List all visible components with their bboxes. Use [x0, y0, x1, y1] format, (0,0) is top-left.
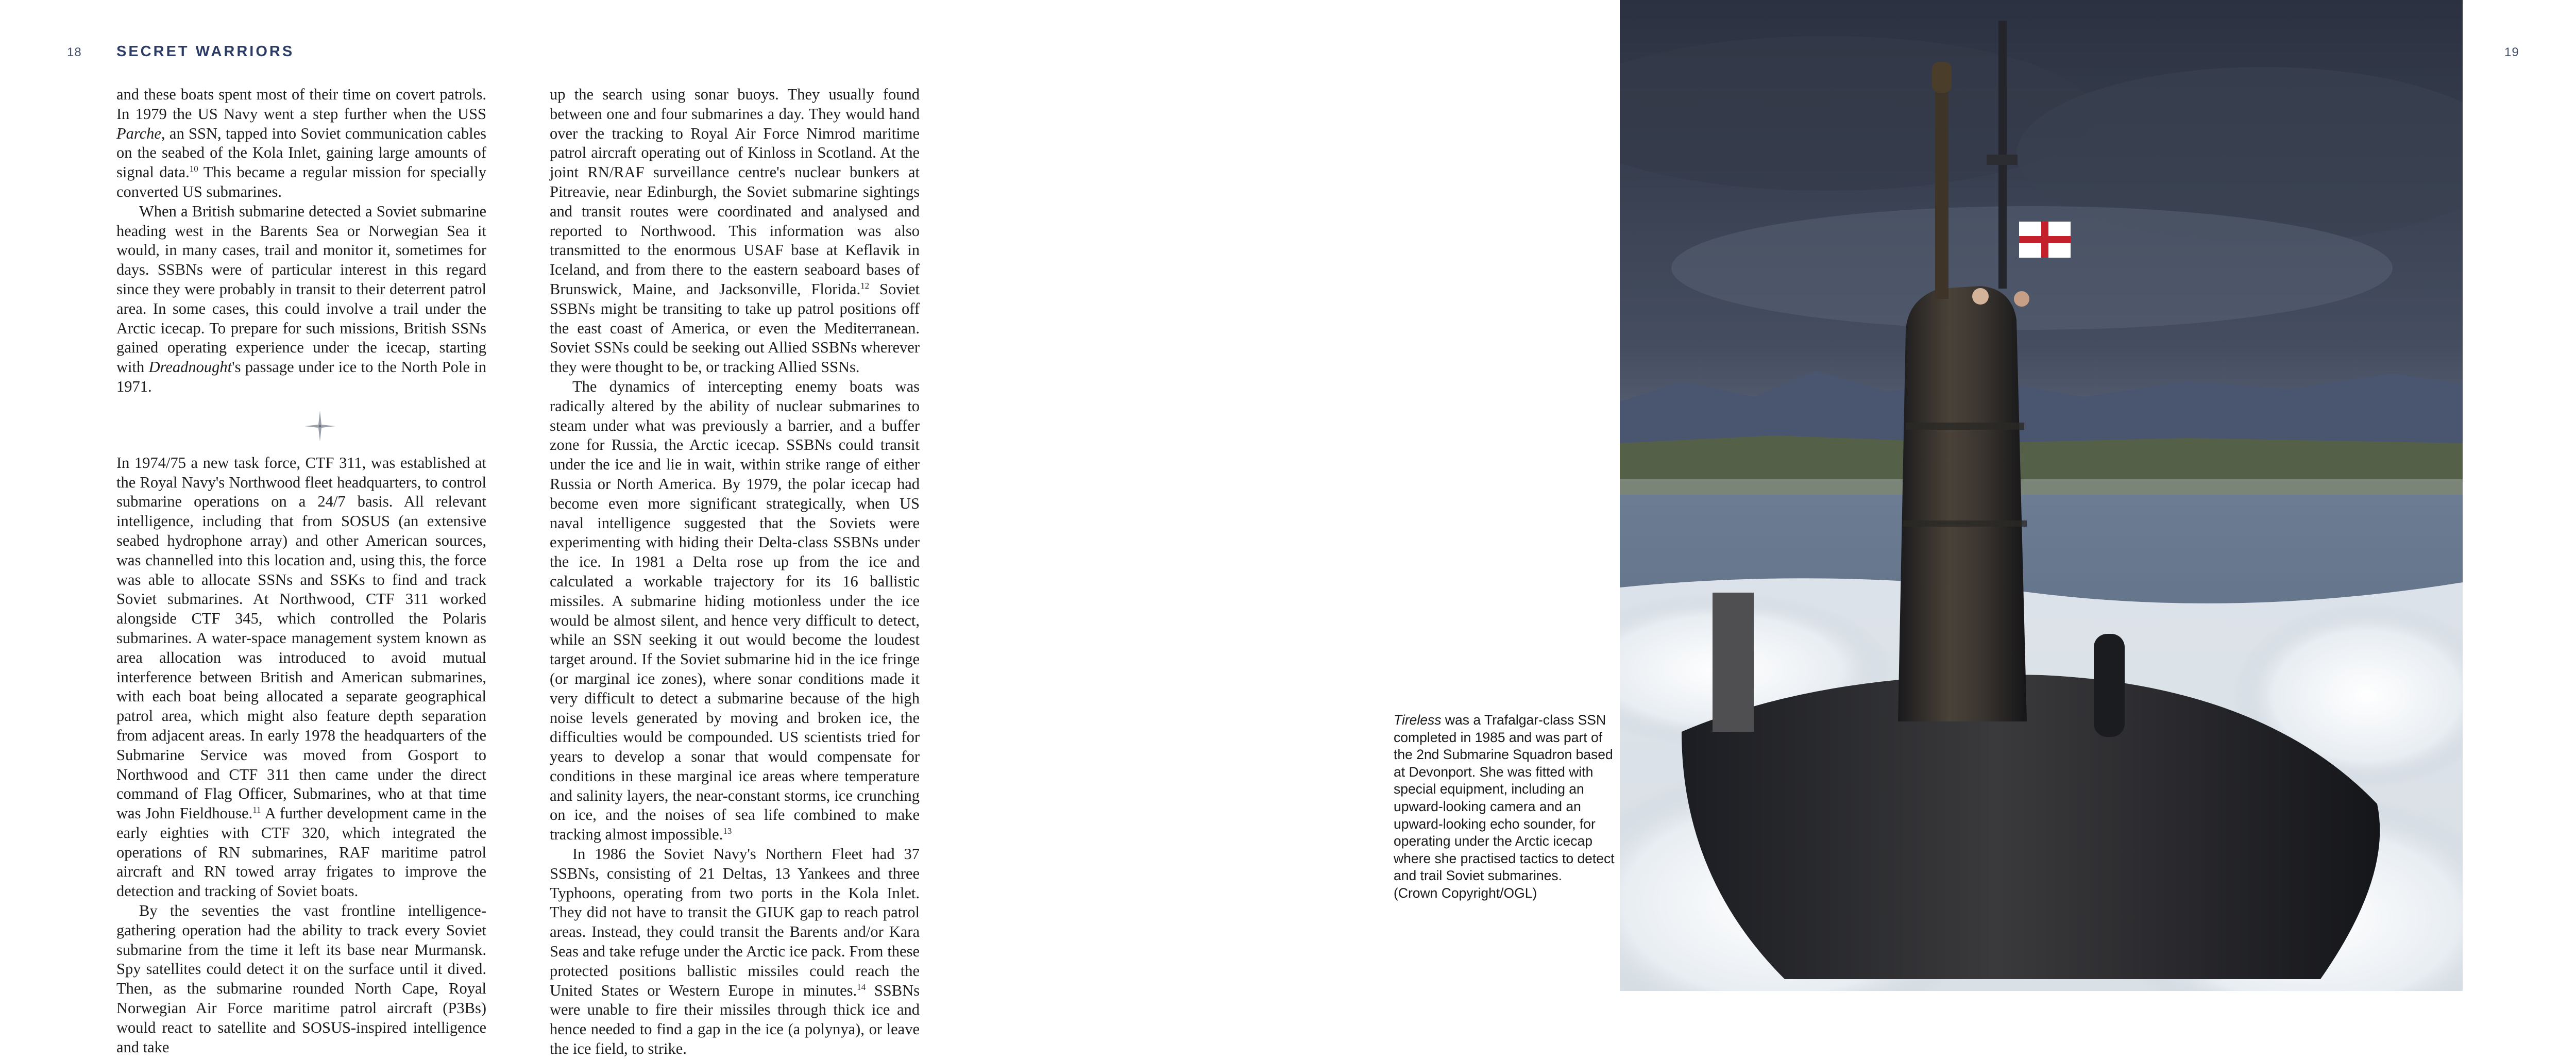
paragraph: The dynamics of intercepting enemy boats was radically altered by the ability of nuclear submarines to steam under what was previously a barrier, and a buffer zone for Russia, the Arctic icecap. SSBNs could transit under the ice and lie in wait, within strike range of either Russia or North America. By 1979, the polar icecap had become even more significant strategically, when US naval intelligence suggested that the Soviets were experimenting with hiding their Delta-class SSBNs under the ice. In 1981 a Delta rose up from the ice and calculated a workable trajectory for its 16 ballistic missiles. A submarine hiding motionless under the ice would be almost silent, and hence very difficult to detect, while an SSN seeking it out would become the loudest target around. If the Soviet submarine hid in the ice fringe (or marginal ice zones), where sonar conditions made it very difficult to detect a submarine because of the high noise levels generated by moving and broken ice, the difficulties would be compounded. US scientists tried for years to develop a sonar that would compensate for conditions in these marginal ice areas where temperature and salinity layers, the near-constant storms, ice crunching on ice, and the noises of sea life combined to make tracking almost impossible.$^{13}$ — [550, 377, 920, 844]
paragraph: In 1986 the Soviet Navy's Northern Fleet had 37 SSBNs, consisting of 21 Deltas, 13 Yankees and three Typhoons, operating from two ports in the Kola Inlet. They did not have to transit the GIUK gap to reach patrol areas. Instead, they could transit the Barents and/or Kara Seas and take refuge under the Arctic ice pack. From these protected positions ballistic missiles could reach the United States or Western Europe in minutes.$^{14}$ SSBNs were unable to fire their missiles through thick ice and hence needed to find a gap in the ice (a polynya), or leave the ice field, to strike. — [550, 845, 920, 1058]
paragraph: and these boats spent most of their time on covert patrols. In 1979 the US Navy went a step further when the USS Parche, an SSN, tapped into Soviet communication cables on the seabed of the Kola Inlet, gaining large amounts of signal data.$^{10}$ This became a regular mission for specially converted US submarines. — [116, 86, 486, 200]
text-column-2 — [550, 85, 920, 1059]
submarine-photo — [1620, 0, 2463, 991]
section-break-star-icon — [116, 408, 486, 444]
footnote-ref: 13 — [723, 826, 732, 836]
left-page — [0, 0, 1288, 1058]
photo-credit: (Crown Copyright/OGL) — [1394, 885, 1537, 901]
paragraph: When a British submarine detected a Soviet submarine heading west in the Barents Sea or Norwegian Sea it would, in many cases, trail and monitor it, sometimes for days. SSBNs were of particular interest in this regard since they were probably in transit to their deterrent patrol area. In some cases, this could involve a trail under the Arctic icecap. To prepare for such missions, British SSNs gained operating experience under the icecap, starting with Dreadnought's passage under ice to the North Pole in 1971. — [116, 202, 486, 395]
text-column-1 — [116, 85, 486, 1057]
paragraph: In 1974/75 a new task force, CTF 311, was established at the Royal Navy's Northwood fleet headquarters, to control submarine operations on a 24/7 basis. All relevant intelligence, including that from SOSUS (an extensive seabed hydrophone array) and other American sources, was channelled into this location and, using this, the force was able to allocate SSNs and SSKs to find and track Soviet submarines. At Northwood, CTF 311 worked alongside CTF 345, which controlled the Polaris submarines. A water-space management system known as area allocation was introduced to avoid mutual interference between British and American submarines, with each boat being allocated a separate geographical patrol area, which might also feature depth separation from adjacent areas. In early 1978 the headquarters of the Submarine Service was moved from Gosport to Northwood and CTF 311 then came under the direct command of Flag Officer, Submarines, who at that time was John Fieldhouse.$^{11}$ A further development came in the early eighties with CTF 320, which integrated the operations of RN submarines, RAF maritime patrol aircraft and RN towed array frigates to improve the detection and tracking of Soviet boats. — [116, 453, 486, 900]
ship-name: Dreadnought — [148, 358, 232, 376]
left-page-number: 18 — [67, 45, 82, 59]
caption-text: was a Trafalgar-class SSN completed in 1985 and was part of the 2nd Submarine Squadron based at Devonport. She was fitted with special equipment, including an upward-looking camera and an upward-looking echo sounder, for operating under the Arctic icecap where she practised tactics to detect and trail Soviet submarines. — [1394, 712, 1615, 884]
ship-name: Parche — [116, 124, 161, 142]
caption-boat-name: Tireless — [1394, 712, 1442, 728]
footnote-ref: 10 — [189, 164, 198, 174]
white-ensign-icon — [2019, 222, 2071, 258]
footnote-ref: 11 — [252, 804, 261, 815]
footnote-ref: 14 — [857, 982, 866, 992]
right-page-number: 19 — [2504, 45, 2519, 59]
paragraph: up the search using sonar buoys. They usually found between one and four submarines a day. They would hand over the tracking to Royal Air Force Nimrod maritime patrol aircraft operating out of Kinloss in Scotland. At the joint RN/RAF surveillance centre's nuclear bunkers at Pitreavie, near Edinburgh, the Soviet submarine sightings and transit routes were coordinated and analysed and reported to Northwood. This information was also transmitted to the enormous USAF base at Keflavik in Iceland, and from there to the eastern seaboard bases of Brunswick, Maine, and Jacksonville, Florida.$^{12}$ Soviet SSBNs might be transiting to take up patrol positions off the east coast of America, or even the Mediterranean. Soviet SSNs could be seeking out Allied SSBNs wherever they were thought to be, or tracking Allied SSNs. — [550, 86, 920, 376]
photo-caption — [1394, 712, 1620, 902]
footnote-ref: 12 — [860, 280, 870, 291]
running-head: SECRET WARRIORS — [116, 43, 295, 60]
paragraph: By the seventies the vast frontline intelligence-gathering operation had the ability to track every Soviet submarine from the time it left its base near Murmansk. Spy satellites could detect it on the surface until it dived. Then, as the submarine rounded North Cape, Royal Norwegian Air Force maritime patrol aircraft (P3Bs) would react to satellite and SOSUS-inspired intelligence and take — [116, 902, 486, 1056]
